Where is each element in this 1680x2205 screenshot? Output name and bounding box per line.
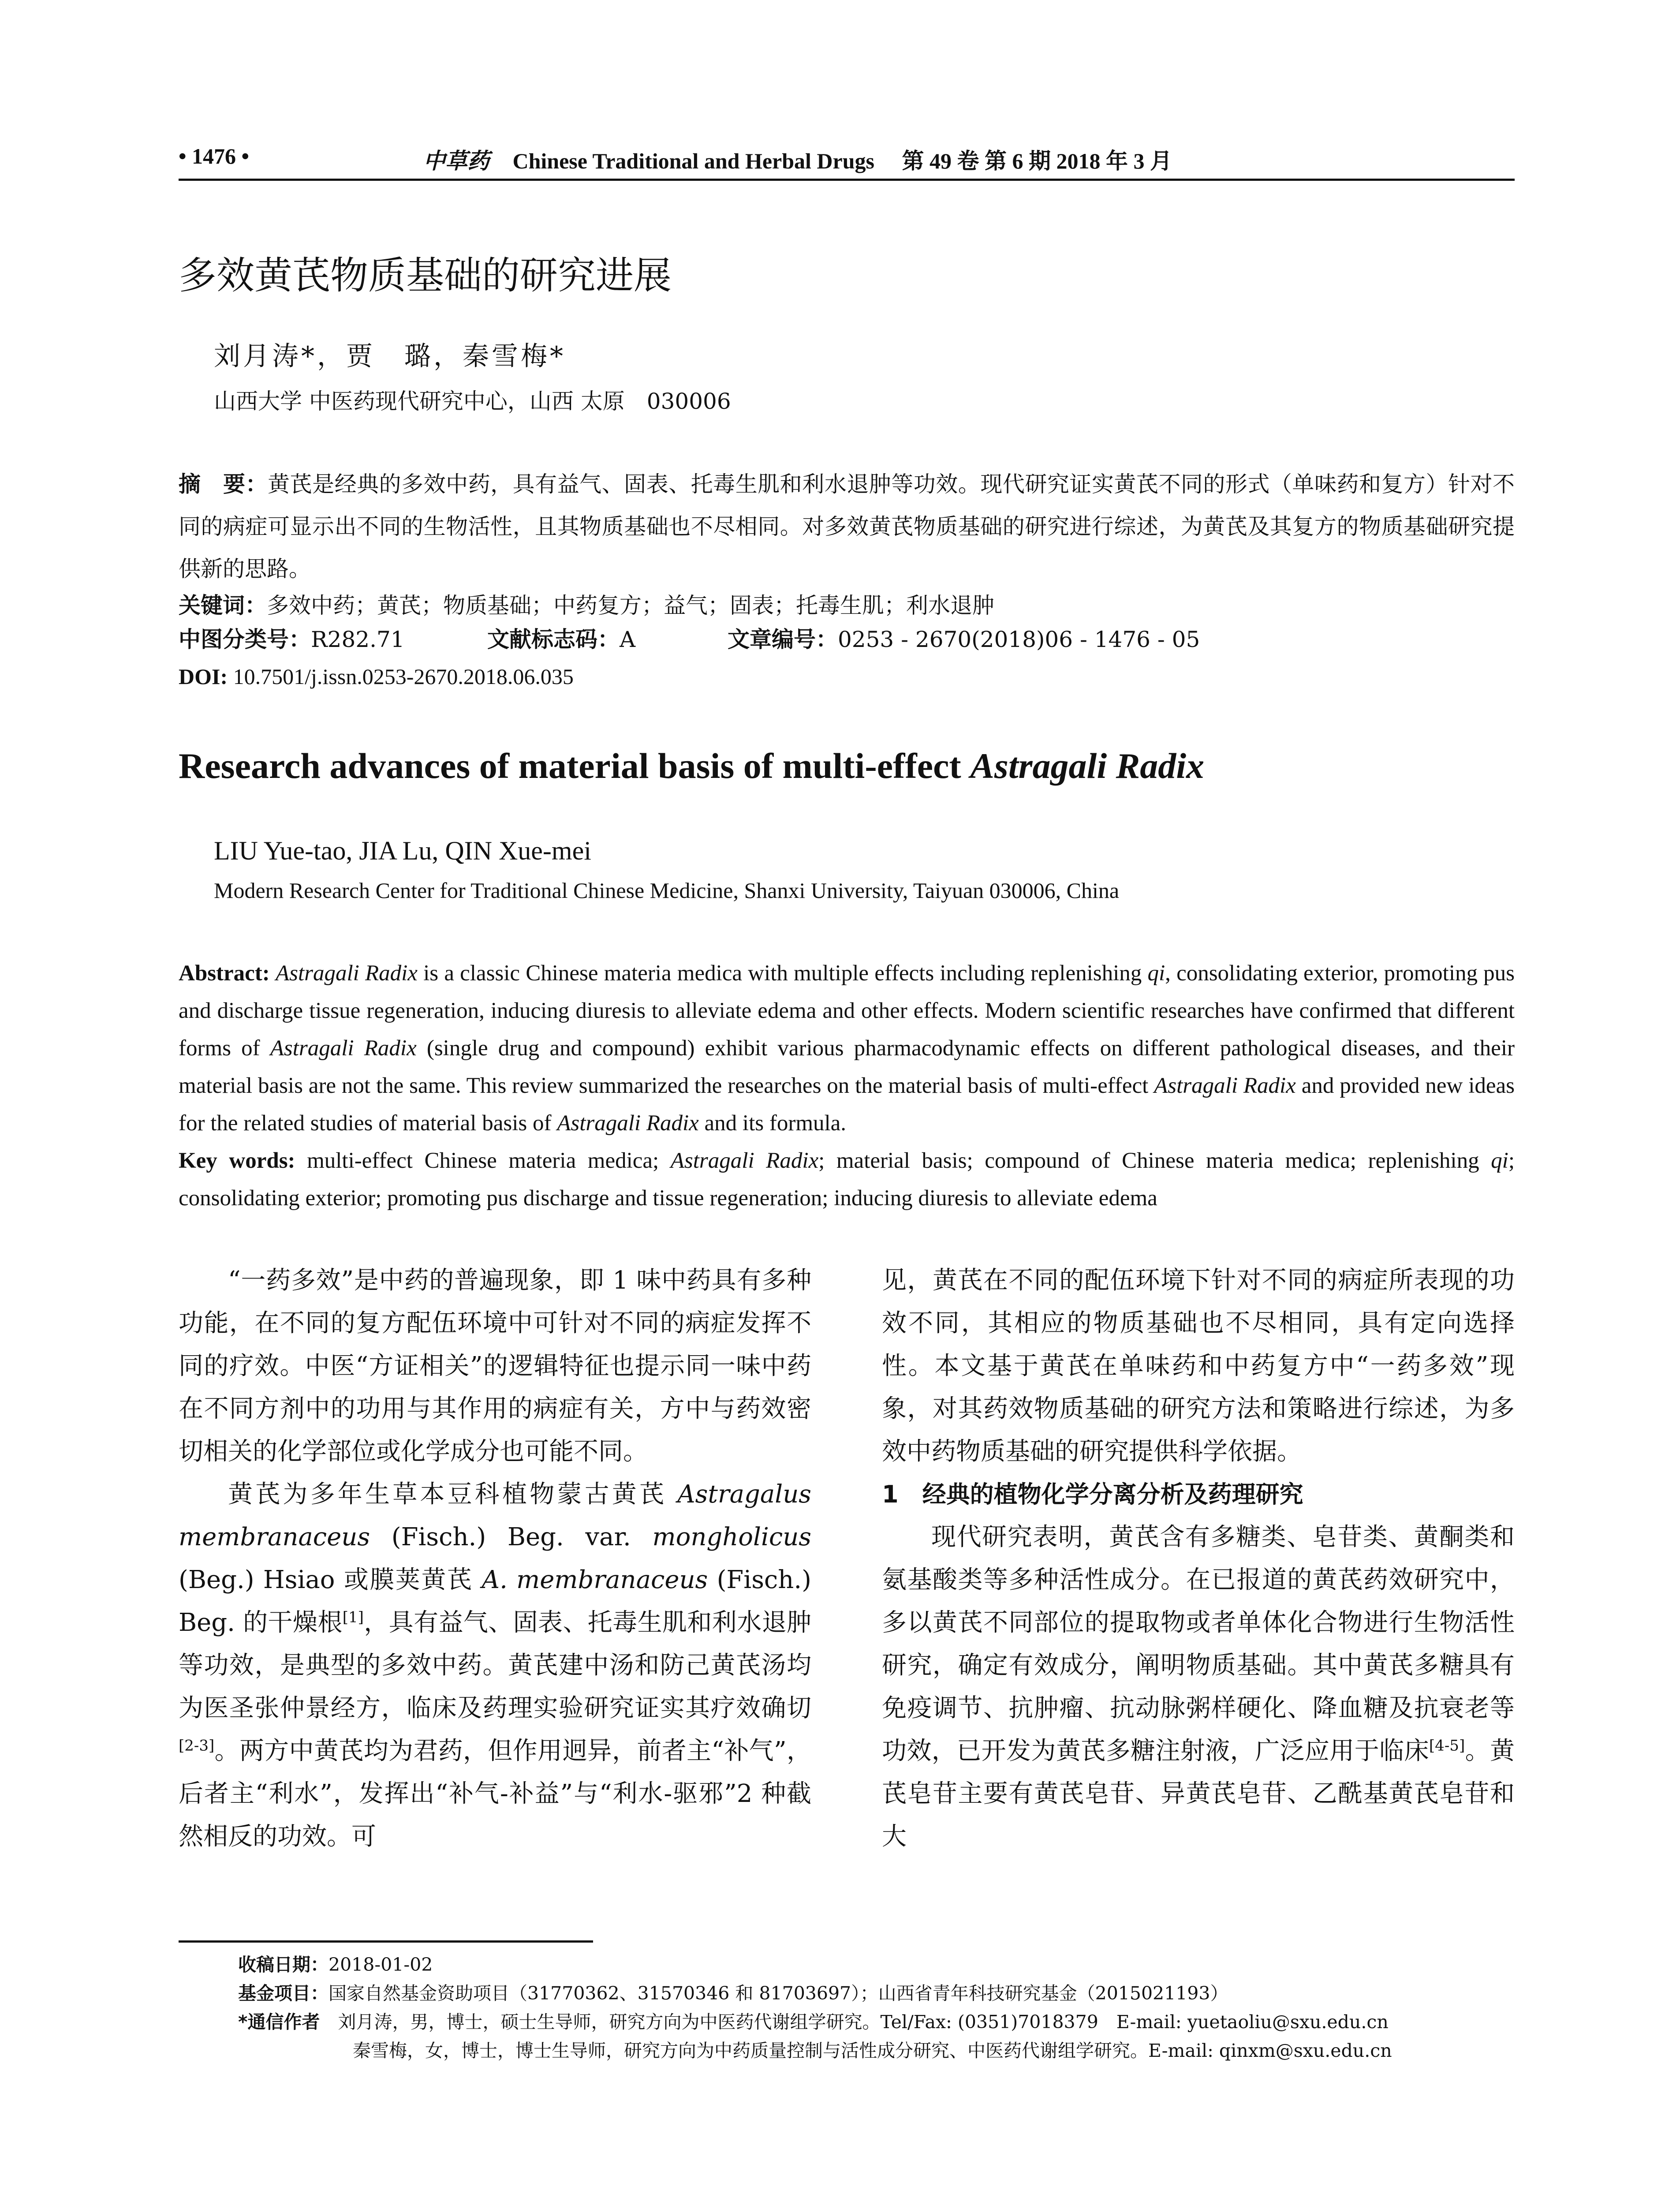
body-column-right bbox=[882, 1259, 1515, 1858]
running-header bbox=[179, 135, 1515, 181]
section-heading-1: 1 经典的植物化学分离分析及药理研究 bbox=[882, 1480, 1303, 1508]
journal-name-cn: 中草药 bbox=[423, 149, 489, 173]
body-paragraph: 黄芪为多年生草本豆科植物蒙古黄芪 Astragalus membranaceus (Fisch.) Beg. var. mongholicus (Beg.) Hsiao 或膜荚黄芪 A. membranaceus (Fisch.) Beg. 的干燥根[1]，具有益气、固表、托毒生肌和利水退肿等功效，是典型的多效中药。黄芪建中汤和防己黄芪汤均为医圣张仲景经方，临床及药理实验研究证实其疗效确切[2-3]。两方中黄芪均为君药，但作用迥异，前者主“补气”，后者主“利水”，发挥出“补气-补益”与“利水-驱邪”2 种截然相反的功效。可 bbox=[179, 1480, 812, 1851]
keywords-cn-label: 关键词： bbox=[179, 593, 267, 618]
abstract-en-text: Astragali Radix is a classic Chinese materia medica with multiple effects including replenishing qi, consolidating exterior, promoting pus and discharge tissue regeneration, inducing diuresis to alleviate edema and other effects. Modern scientific researches have confirmed that different forms of Astragali Radix (single drug and compound) exhibit various pharmacodynamic effects on different pathological diseases, and their material basis are not the same. This review summarized the researches on the material basis of multi-effect Astragali Radix and provided new ideas for the related studies of material basis of Astragali Radix and its formula. bbox=[179, 961, 1515, 1136]
authors-cn: 刘月涛*，贾 璐，秦雪梅* bbox=[214, 341, 566, 372]
body-paragraph-continued: 见，黄芪在不同的配伍环境下针对不同的病症所表现的功效不同，其相应的物质基础也不尽相同，具有定向选择性。本文基于黄芪在单味药和中药复方中“一药多效”现象，对其药效物质基础的研究方法和策略进行综述，为多效中药物质基础的研究提供科学依据。 bbox=[882, 1266, 1515, 1466]
abstract-cn-text: 黄芪是经典的多效中药，具有益气、固表、托毒生肌和利水退肿等功效。现代研究证实黄芪不同的形式（单味药和复方）针对不同的病症可显示出不同的生物活性，且其物质基础也不尽相同。对多效黄芪物质基础的研究进行综述，为黄芪及其复方的物质基础研究提供新的思路。 bbox=[179, 471, 1515, 582]
journal-issue: 第 49 卷 第 6 期 2018 年 3 月 bbox=[902, 149, 1172, 173]
body-paragraph: 现代研究表明，黄芪含有多糖类、皂苷类、黄酮类和氨基酸类等多种活性成分。在已报道的黄芪药效研究中，多以黄芪不同部位的提取物或者单体化合物进行生物活性研究，确定有效成分，阐明物质基础。其中黄芪多糖具有免疫调节、抗肿瘤、抗动脉粥样硬化、降血糖及抗衰老等功效，已开发为黄芪多糖注射液，广泛应用于临床[4-5]。黄芪皂苷主要有黄芪皂苷、异黄芪皂苷、乙酰基黄芪皂苷和大 bbox=[882, 1523, 1515, 1851]
abstract-en-label: Abstract: bbox=[179, 961, 270, 986]
keywords-cn bbox=[179, 584, 1515, 627]
authors-en: LIU Yue-tao, JIA Lu, QIN Xue-mei bbox=[214, 836, 591, 865]
journal-name-en: Chinese Traditional and Herbal Drugs bbox=[512, 149, 874, 173]
affiliation-cn: 山西大学 中医药现代研究中心，山西 太原 030006 bbox=[214, 389, 731, 414]
doi bbox=[179, 664, 574, 689]
doi-label: DOI: bbox=[179, 664, 228, 689]
doi-value: 10.7501/j.issn.0253-2670.2018.06.035 bbox=[233, 664, 574, 689]
keywords-en bbox=[179, 1142, 1515, 1217]
clc-number: 中图分类号：R282.71 bbox=[179, 627, 405, 652]
footnote-fund: 基金项目：国家自然基金资助项目（31770362、31570346 和 81703697）；山西省青年科技研究基金（2015021193） bbox=[238, 1983, 1228, 2004]
body-column-left bbox=[179, 1259, 811, 1858]
abstract-cn-label: 摘 要： bbox=[179, 471, 268, 497]
document-code: 文献标志码：A bbox=[487, 627, 636, 652]
footnote-rule bbox=[179, 1940, 593, 1943]
keywords-en-label: Key words: bbox=[179, 1148, 295, 1173]
keywords-en-text: multi-effect Chinese materia medica; Astragali Radix; material basis; compound of Chinese materia medica; replenishing qi; consolidating exterior; promoting pus discharge and tissue regeneration; inducing diuresis to alleviate edema bbox=[179, 1148, 1515, 1211]
footnote-corresponding-2: 秦雪梅，女，博士，博士生导师，研究方向为中药质量控制与活性成分研究、中医药代谢组学研究。E-mail: qinxm@sxu.edu.cn bbox=[353, 2040, 1392, 2061]
keywords-cn-text: 多效中药；黄芪；物质基础；中药复方；益气；固表；托毒生肌；利水退肿 bbox=[267, 593, 994, 618]
footnote-received: 收稿日期：2018-01-02 bbox=[238, 1954, 433, 1975]
title-cn: 多效黄芪物质基础的研究进展 bbox=[179, 254, 672, 298]
abstract-en bbox=[179, 955, 1515, 1142]
affiliation-en: Modern Research Center for Traditional Chinese Medicine, Shanxi University, Taiyuan 030006, China bbox=[214, 878, 1120, 903]
journal-name bbox=[423, 143, 1172, 175]
abstract-cn bbox=[179, 463, 1515, 590]
page-number: • 1476 • bbox=[179, 144, 250, 168]
title-en: Research advances of material basis of multi-effect Astragali Radix bbox=[179, 746, 1205, 786]
body-paragraph: “一药多效”是中药的普遍现象，即 1 味中药具有多种功能，在不同的复方配伍环境中可针对不同的病症发挥不同的疗效。中医“方证相关”的逻辑特征也提示同一味中药在不同方剂中的功用与其作用的病症有关，方中与药效密切相关的化学部位或化学成分也可能不同。 bbox=[179, 1266, 811, 1466]
article-number: 文章编号：0253 - 2670(2018)06 - 1476 - 05 bbox=[728, 627, 1200, 652]
footnote-corresponding: *通信作者 刘月涛，男，博士，硕士生导师，研究方向为中医药代谢组学研究。Tel/Fax: (0351)7018379 E-mail: yuetaoliu@sxu.edu.cn bbox=[238, 2011, 1389, 2033]
